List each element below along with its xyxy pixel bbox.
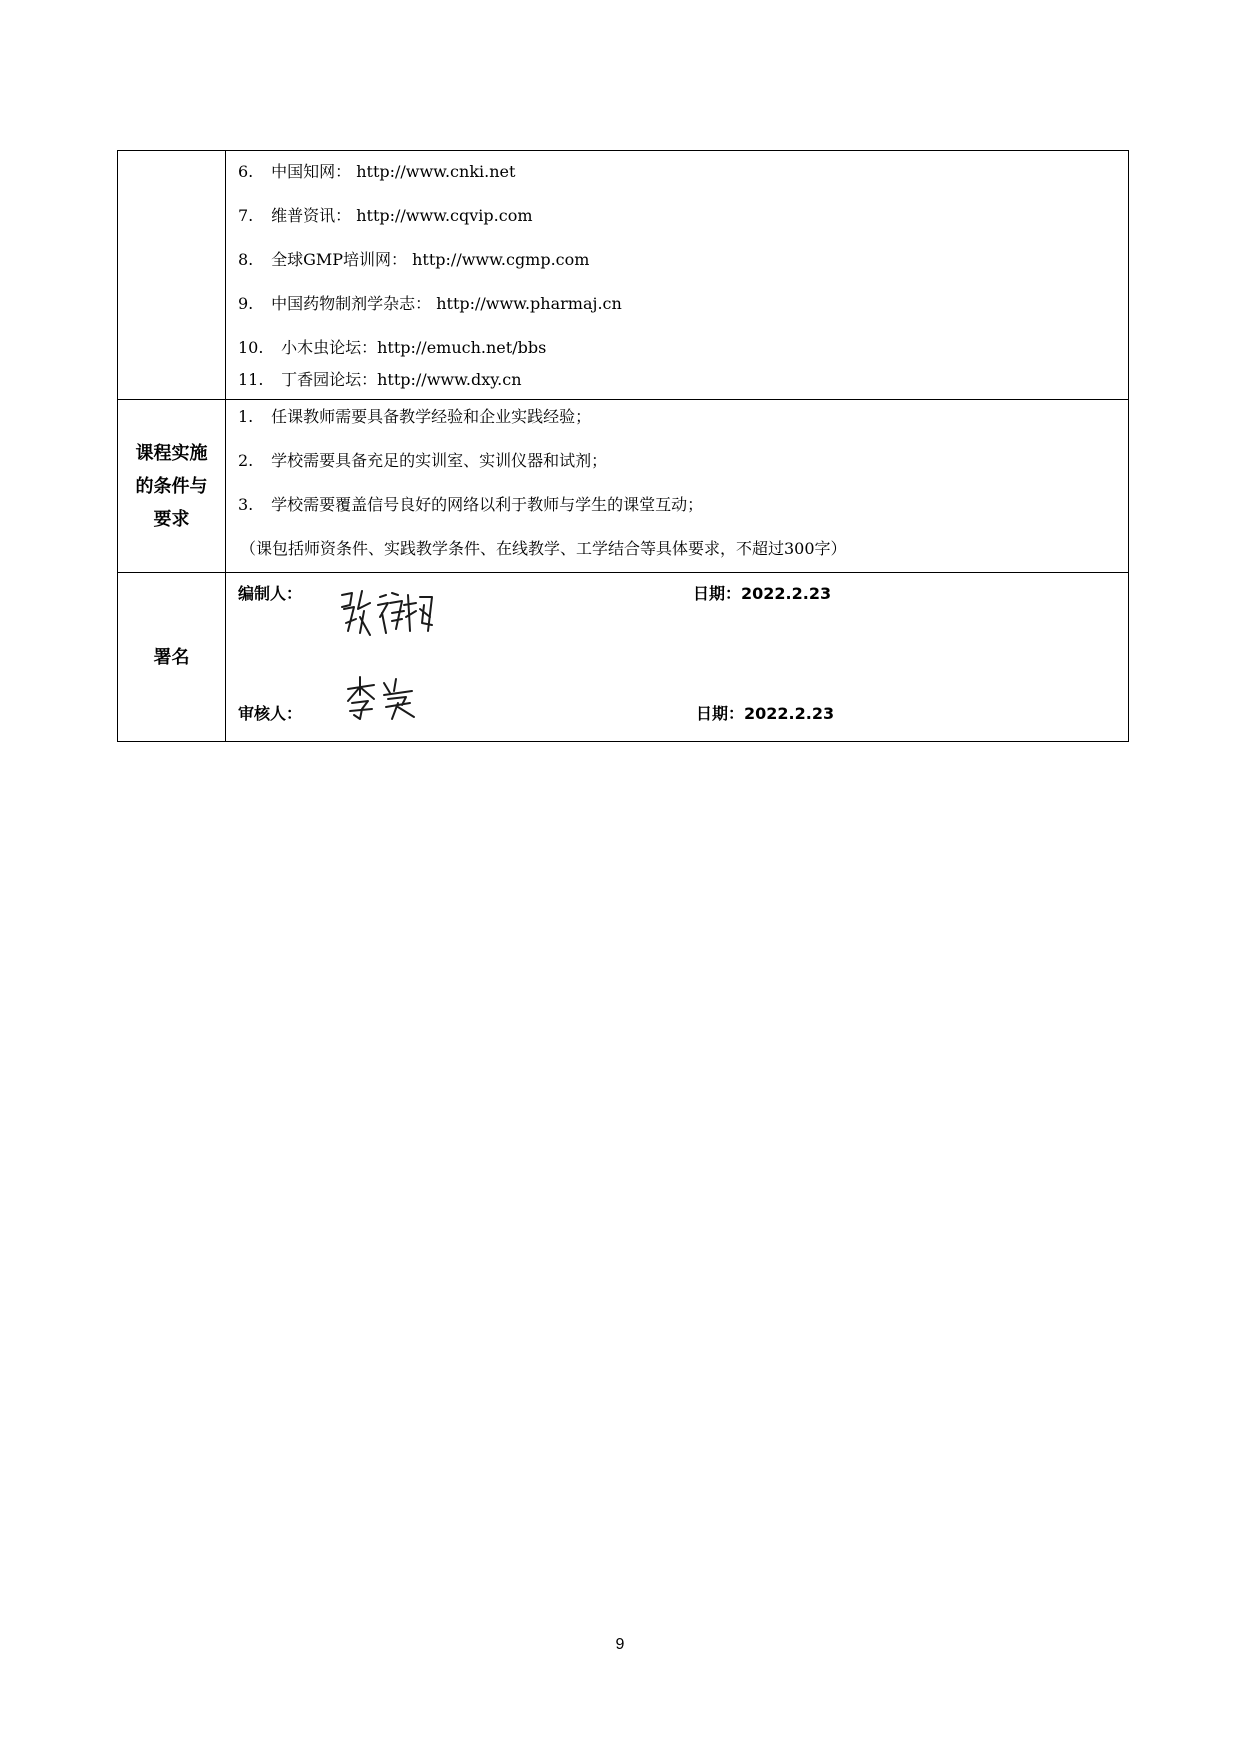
- reviewer-signature: [344, 673, 420, 723]
- reference-name: 小木虫论坛：: [281, 338, 378, 357]
- signature-row: [118, 573, 1129, 742]
- requirements-label-cell: [118, 400, 226, 573]
- reviewer-label: 审核人：: [238, 704, 303, 723]
- reference-name: 全球GMP培训网：: [271, 250, 408, 269]
- reference-url: http://www.pharmaj.cn: [436, 294, 622, 313]
- requirements-label-line: 课程实施: [135, 442, 208, 464]
- reference-item: [238, 291, 1128, 335]
- reference-number: 8.: [238, 250, 254, 269]
- references-label-cell: [118, 151, 226, 400]
- requirement-item: [238, 492, 1128, 536]
- references-content-cell: [226, 151, 1129, 400]
- requirement-item: [238, 404, 1128, 448]
- signature-label: 署名: [153, 646, 190, 668]
- requirements-row: [118, 400, 1129, 573]
- reference-name: 中国药物制剂学杂志：: [271, 294, 432, 313]
- requirement-text: 任课教师需要具备教学经验和企业实践经验；: [271, 407, 592, 426]
- requirements-label-line: 的条件与: [135, 475, 208, 497]
- requirement-note: （课包括师资条件、实践教学条件、在线教学、工学结合等具体要求，不超过300字）: [240, 539, 847, 558]
- reference-number: 6.: [238, 162, 254, 181]
- reference-number: 9.: [238, 294, 254, 313]
- reference-url: http://www.cgmp.com: [412, 250, 590, 269]
- requirement-number: 3.: [238, 495, 254, 514]
- reference-item: [238, 247, 1128, 291]
- document-table: [117, 150, 1129, 742]
- requirements-content-cell: [226, 400, 1129, 573]
- reference-url: http://www.cnki.net: [356, 162, 516, 181]
- requirements-label-line: 要求: [153, 508, 190, 530]
- requirements-list: [238, 400, 1128, 572]
- requirement-number: 1.: [238, 407, 254, 426]
- reference-number: 10.: [238, 338, 264, 357]
- signature-label-cell: [118, 573, 226, 742]
- reference-name: 维普资讯：: [271, 206, 352, 225]
- reference-item: [238, 159, 1128, 203]
- requirement-text: 学校需要具备充足的实训室、实训仪器和试剂；: [271, 451, 608, 470]
- reference-url: http://emuch.net/bbs: [377, 338, 547, 357]
- reference-name: 丁香园论坛：: [281, 370, 378, 389]
- reviewer-date: 日期：2022.2.23: [696, 704, 835, 723]
- reference-number: 11.: [238, 370, 264, 389]
- reference-name: 中国知网：: [271, 162, 352, 181]
- compiler-label: 编制人：: [238, 584, 303, 603]
- reference-url: http://www.dxy.cn: [377, 370, 522, 389]
- page-number: 9: [615, 1636, 625, 1653]
- reference-number: 7.: [238, 206, 254, 225]
- reference-list: [238, 151, 1128, 399]
- reference-item: [238, 367, 1128, 393]
- reference-item: [238, 335, 1128, 367]
- signature-content-cell: [226, 573, 1129, 742]
- requirement-item: [238, 448, 1128, 492]
- reference-item: [238, 203, 1128, 247]
- requirement-note-item: [238, 536, 1128, 562]
- requirement-text: 学校需要覆盖信号良好的网络以利于教师与学生的课堂互动；: [271, 495, 704, 514]
- reference-url: http://www.cqvip.com: [356, 206, 533, 225]
- compiler-date: 日期：2022.2.23: [693, 584, 832, 603]
- requirement-number: 2.: [238, 451, 254, 470]
- compiler-signature: [336, 583, 436, 641]
- references-row: [118, 151, 1129, 400]
